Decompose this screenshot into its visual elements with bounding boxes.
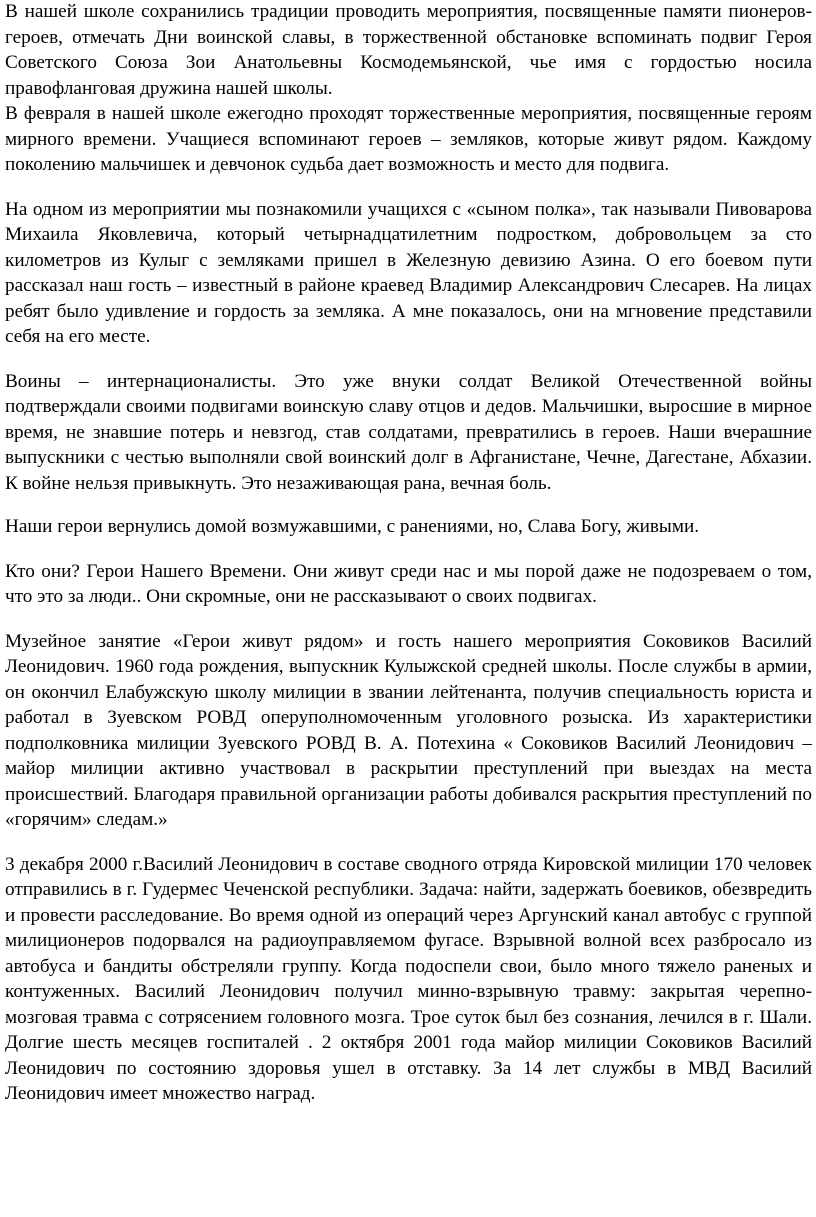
paragraph-returned-home: Наши герои вернулись домой возмужавшими, с ранениями, но, Слава Богу, живыми. bbox=[5, 516, 700, 537]
document-body bbox=[5, 0, 812, 1107]
paragraph-traditions: В нашей школе сохранились традиции проводить мероприятия, посвященные памяти пионеров- героев, отмечать Дни воинской славы, в торжественной обстановке вспоминать подвиг Героя Советского Союза Зои Анатольевны Космодемьянской, чье имя с гордостью носила правофланговая дружина нашей школы. bbox=[5, 1, 812, 99]
paragraph-internationalists: Воины – интернационалисты. Это уже внуки солдат Великой Отечественной войны подтверждали своими подвигами воинскую славу отцов и дедов. Мальчишки, выросшие в мирное время, не знавшие потерь и невзгод, став солдатами, превратились в героев. Наши вчерашние выпускники с честью выполняли свой воинский долг в Афганистане, Чечне, Дагестане, Абхазии. К войне нельзя привыкнуть. Это незаживающая рана, вечная боль. bbox=[5, 370, 812, 494]
paragraph-museum-lesson: Музейное занятие «Герои живут рядом» и гость нашего мероприятия Соковиков Василий Леонидович. 1960 года рождения, выпускник Кулыжской средней школы. После службы в армии, он окончил Елабужскую школу милиции в звании лейтенанта, получив специальность юриста и работал в Зуевском РОВД оперуполномоченным уголовного розыска. Из характеристики подполковника милиции Зуевского РОВД В. А. Потехина « Соковиков Василий Леонидович –майор милиции активно участвовал в раскрытии преступлений при выездах на места происшествий. Благодаря правильной организации работы добивался раскрытия преступлений по «горячим» следам.» bbox=[5, 630, 812, 830]
paragraph-chechnya-service: 3 декабря 2000 г.Василий Леонидович в составе сводного отряда Кировской милиции 170 человек отправились в г. Гудермес Чеченской республики. Задача: найти, задержать боевиков, обезвредить и провести расследование. Во время одной из операций через Аргунский канал автобус с группой милиционеров подорвался на радиоуправляемом фугасе. Взрывной волной всех разбросало из автобуса и бандиты обстреляли группу. Когда подоспели свои, было много тяжело раненых и контуженных. Василий Леонидович получил минно-взрывную травму: закрытая черепно-мозговая травма с сотрясением головного мозга. Трое суток был без сознания, лечился в г. Шали. Долгие шесть месяцев госпиталей . 2 октября 2001 года майор милиции Соковиков Василий Леонидович по состоянию здоровья ушел в отставку. За 14 лет службы в МВД Василий Леонидович имеет множество наград. bbox=[5, 853, 812, 1104]
paragraph-son-of-regiment: На одном из мероприятии мы познакомили учащихся с «сыном полка», так называли Пивоварова Михаила Яковлевича, который четырнадцатилетним подростком, добровольцем за сто километров из Кулыг с земляками пришел в Железную девизию Азина. О его боевом пути рассказал наш гость – известный в районе краевед Владимир Александрович Слесарев. На лицах ребят было удивление и гордость за земляка. А мне показалось, они на мгновение представили себя на его месте. bbox=[5, 198, 812, 347]
paragraph-peacetime-heroes: В февраля в нашей школе ежегодно проходят торжественные мероприятия, посвященные героям мирного времени. Учащиеся вспоминают героев – земляков, которые живут рядом. Каждому поколению мальчишек и девчонок судьба дает возможность и место для подвига. bbox=[5, 103, 812, 175]
paragraph-who-are-they: Кто они? Герои Нашего Времени. Они живут среди нас и мы порой даже не подозреваем о том, что это за люди.. Они скромные, они не рассказывают о своих подвигах. bbox=[5, 560, 812, 607]
